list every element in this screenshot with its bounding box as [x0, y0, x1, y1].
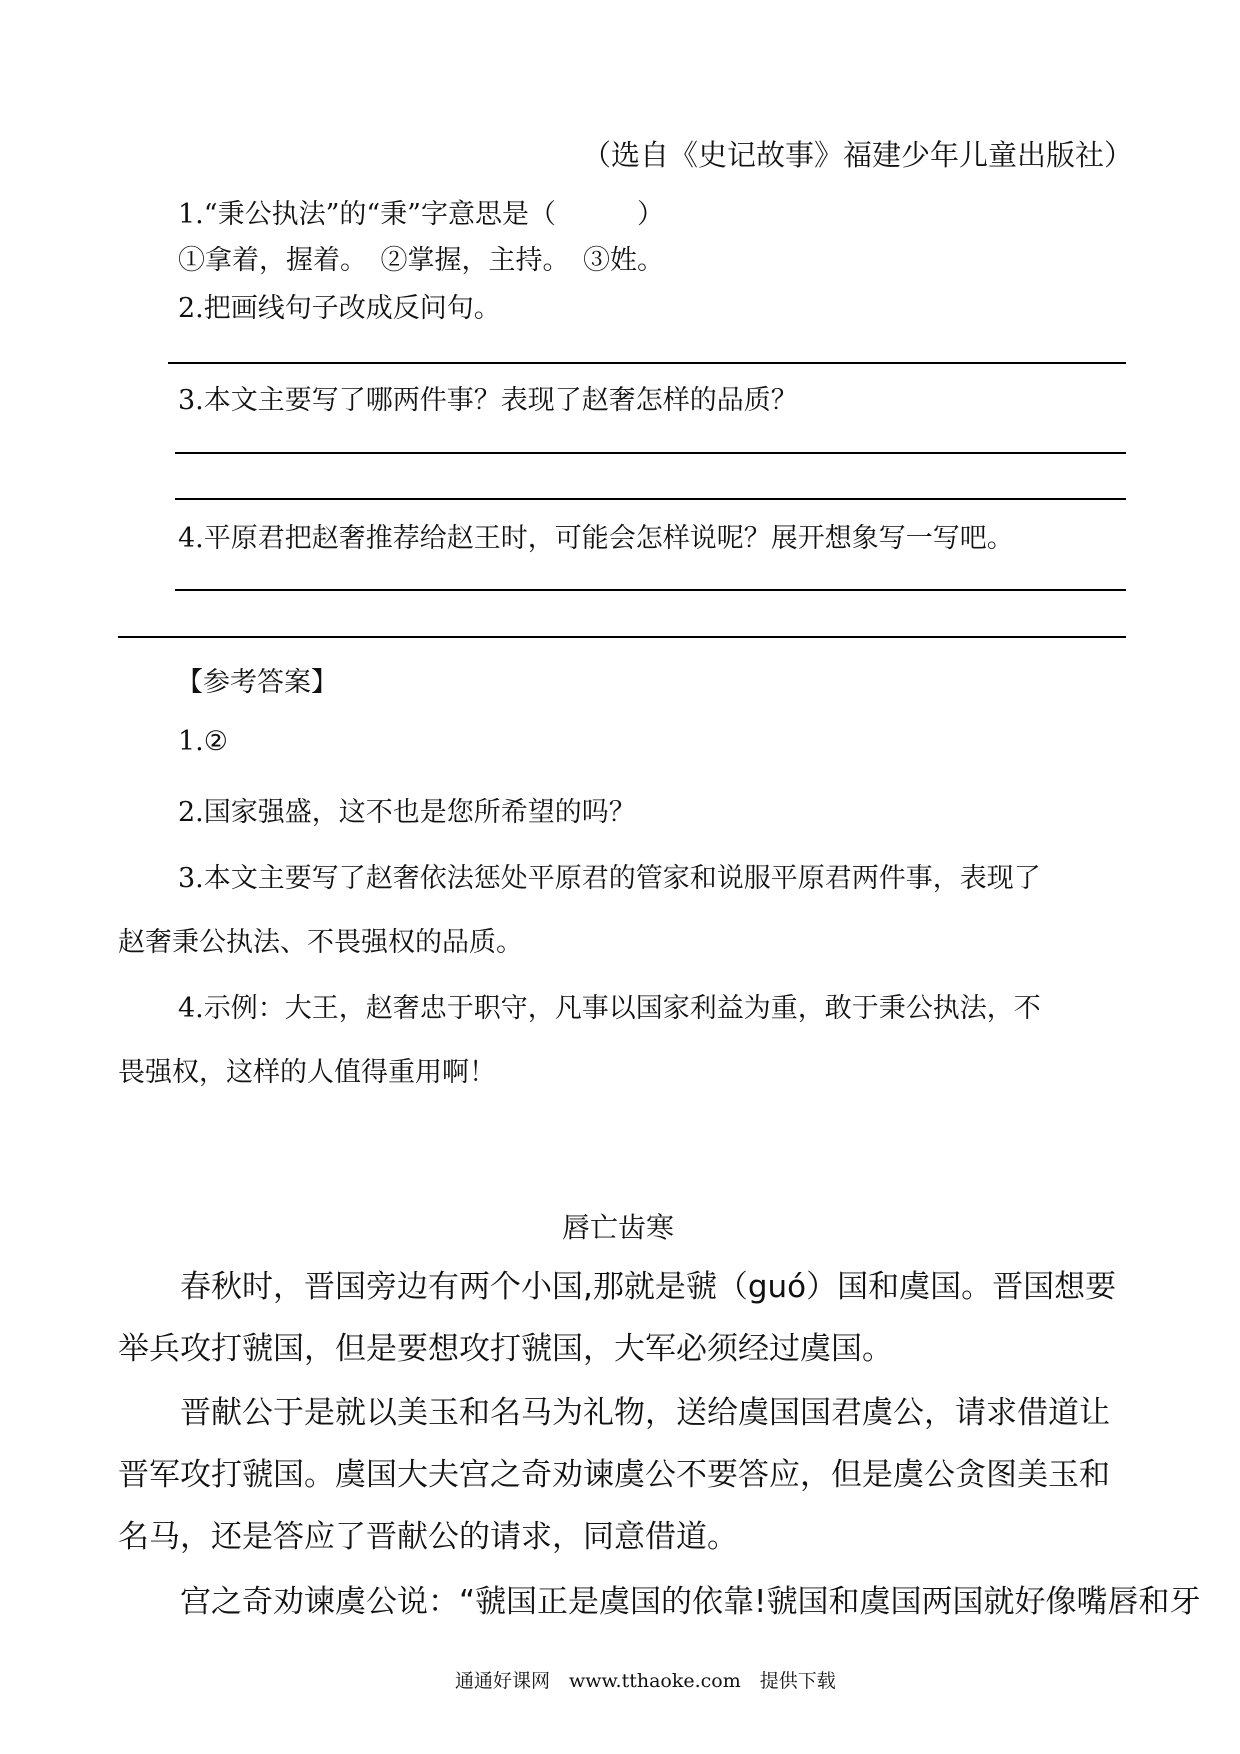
answer-4-line-1: 4.示例：大王，赵奢忠于职守，凡事以国家利益为重，敢于秉公执法，不	[178, 993, 1041, 1024]
question-1: 1.“秉公执法”的“秉”字意思是（ ）	[178, 199, 664, 230]
page-footer: 通通好课网 www.tthaoke.com 提供下载	[455, 1670, 836, 1692]
answer-line	[118, 636, 1126, 638]
answer-3-line-1: 3.本文主要写了赵奢依法惩处平原君的管家和说服平原君两件事，表现了	[178, 863, 1041, 894]
answer-line	[175, 452, 1126, 454]
question-3: 3.本文主要写了哪两件事？表现了赵奢怎样的品质？	[178, 385, 798, 416]
answer-2: 2.国家强盛，这不也是您所希望的吗？	[178, 797, 636, 828]
answer-line	[175, 589, 1126, 591]
answer-3-line-2: 赵奢秉公执法、不畏强权的品质。	[118, 927, 523, 958]
story-paragraph-2: 晋献公于是就以美玉和名马为礼物，送给虞国国君虞公，请求借道让晋军攻打虢国。虞国大夫宫之奇劝谏虞公不要答应，但是虞公贪图美玉和名马，还是答应了晋献公的请求，同意借道。	[118, 1395, 1110, 1555]
answer-4-line-2: 畏强权，这样的人值得重用啊！	[118, 1057, 496, 1088]
answers-heading: 【参考答案】	[176, 667, 338, 698]
story-title: 唇亡齿寒	[562, 1211, 675, 1244]
answer-line	[175, 498, 1126, 500]
source-note: （选自《史记故事》福建少年儿童出版社）	[582, 138, 1134, 172]
question-2: 2.把画线句子改成反问句。	[178, 293, 501, 324]
question-1-options: ①拿着，握着。 ②掌握，主持。 ③姓。	[178, 245, 664, 276]
question-4: 4.平原君把赵奢推荐给赵王时，可能会怎样说呢？展开想象写一写吧。	[178, 523, 1014, 554]
story-paragraph-3: 宫之奇劝谏虞公说：“虢国正是虞国的依靠!虢国和虞国两国就好像嘴唇和牙	[180, 1584, 1201, 1620]
answer-1: 1.②	[178, 726, 228, 757]
story-paragraph-1: 春秋时，晋国旁边有两个小国,那就是虢（guó）国和虞国。晋国想要举兵攻打虢国，但是要想攻打虢国，大军必须经过虞国。	[118, 1269, 1117, 1367]
answer-line	[168, 362, 1126, 364]
